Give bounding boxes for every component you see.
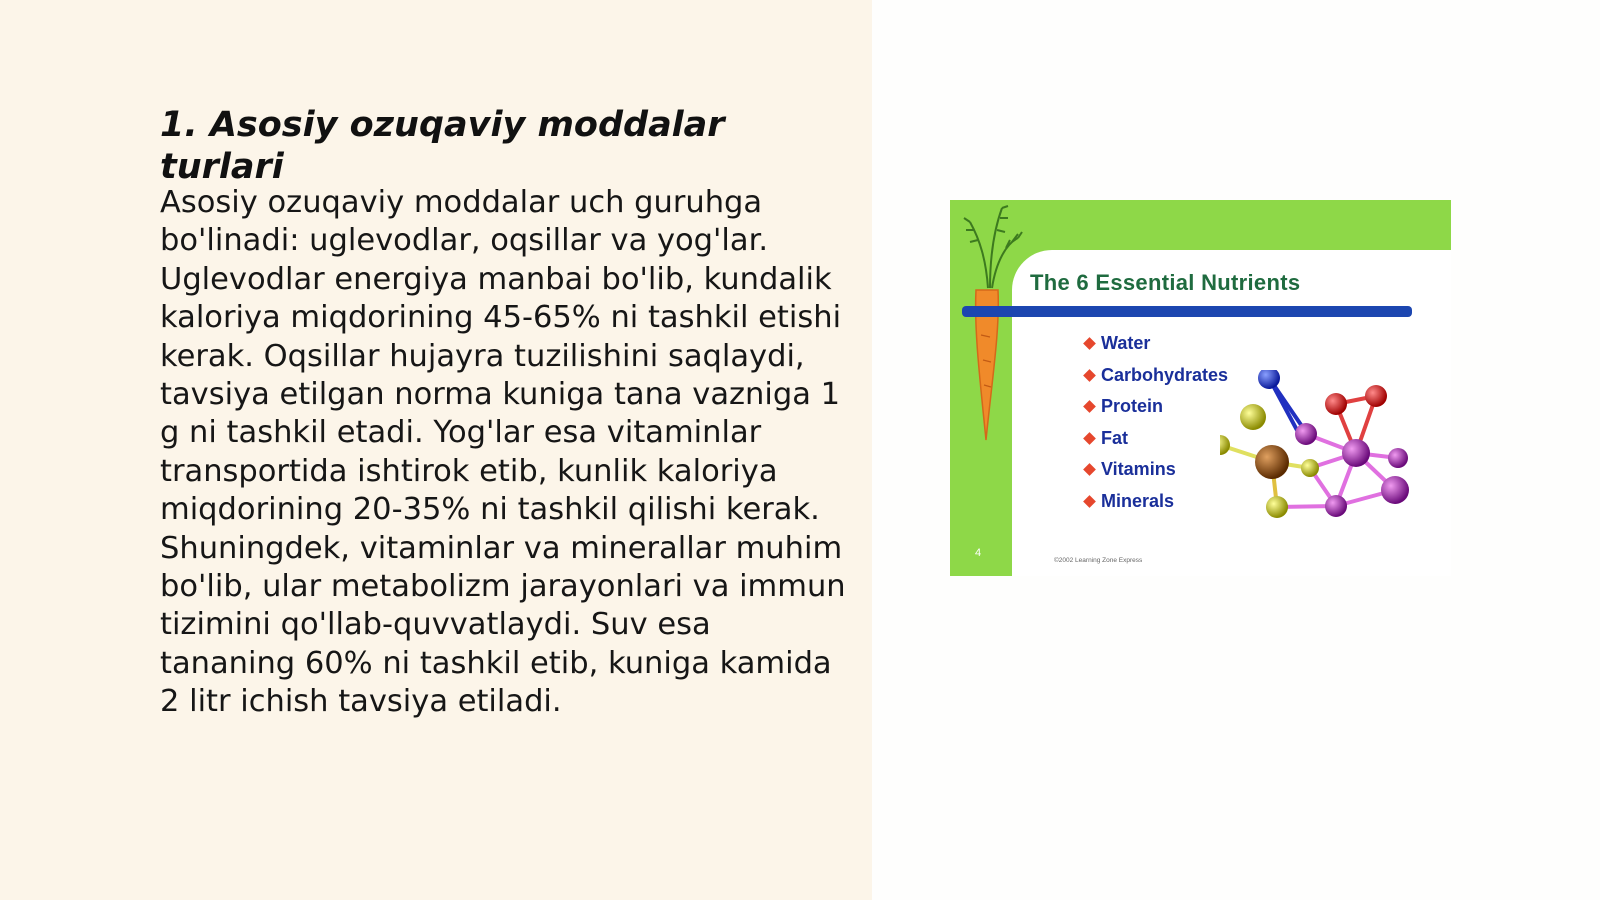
- image-title: The 6 Essential Nutrients: [1030, 270, 1301, 295]
- nutrient-label: Vitamins: [1101, 459, 1176, 480]
- nutrient-label: Minerals: [1101, 490, 1175, 511]
- nutrient-list: [1083, 328, 1228, 518]
- diamond-bullet-icon: [1083, 369, 1096, 382]
- nutrient-label: Fat: [1101, 427, 1128, 448]
- list-item: [1083, 360, 1228, 392]
- diamond-bullet-icon: [1083, 400, 1096, 413]
- diamond-bullet-icon: [1083, 432, 1096, 445]
- list-item: [1083, 454, 1228, 486]
- diamond-bullet-icon: [1083, 495, 1096, 508]
- slide-body-text: Asosiy ozuqaviy moddalar uch guruhga bo'linadi: uglevodlar, oqsillar va yog'lar. Uglevodlar energiya manbai bo'lib, kundalik kaloriya miqdorining 45-65% ni tashkil etishi kerak. Oqsillar hujayra tuzilishini saqlaydi, tavsiya etilgan norma kuniga tana vazniga 1 g ni tashkil etadi. Yog'lar esa vitaminlar transportida ishtirok etib, kunlik kaloriya miqdorining 20-35% ni tashkil qilishi kerak. Shuningdek, vitaminlar va minerallar muhim bo'lib, ular metabolizm jarayonlari va immun tizimini qo'llab-quvvatlaydi. Suv esa tananing 60% ni tashkil etib, kuniga kamida 2 litr ichish tavsiya etiladi.: [160, 185, 846, 720]
- carrot-icon: [950, 200, 1030, 460]
- nutrient-label: Protein: [1101, 396, 1164, 417]
- diamond-bullet-icon: [1083, 337, 1096, 350]
- nutrients-image: [950, 200, 1451, 576]
- slide-number: 4: [975, 547, 982, 559]
- list-item: [1083, 328, 1228, 360]
- diamond-bullet-icon: [1083, 464, 1096, 477]
- list-item: [1083, 423, 1228, 455]
- list-item: [1083, 486, 1228, 518]
- blue-divider: [962, 306, 1412, 317]
- copyright-text: ©2002 Learning Zone Express: [1054, 557, 1143, 564]
- nutrient-label: Carbohydrates: [1101, 364, 1229, 385]
- slide-title: 1. Asosiy ozuqaviy moddalar turlari: [160, 105, 725, 187]
- nutrient-label: Water: [1101, 333, 1151, 353]
- molecule-icon: [1220, 370, 1430, 530]
- list-item: [1083, 391, 1228, 423]
